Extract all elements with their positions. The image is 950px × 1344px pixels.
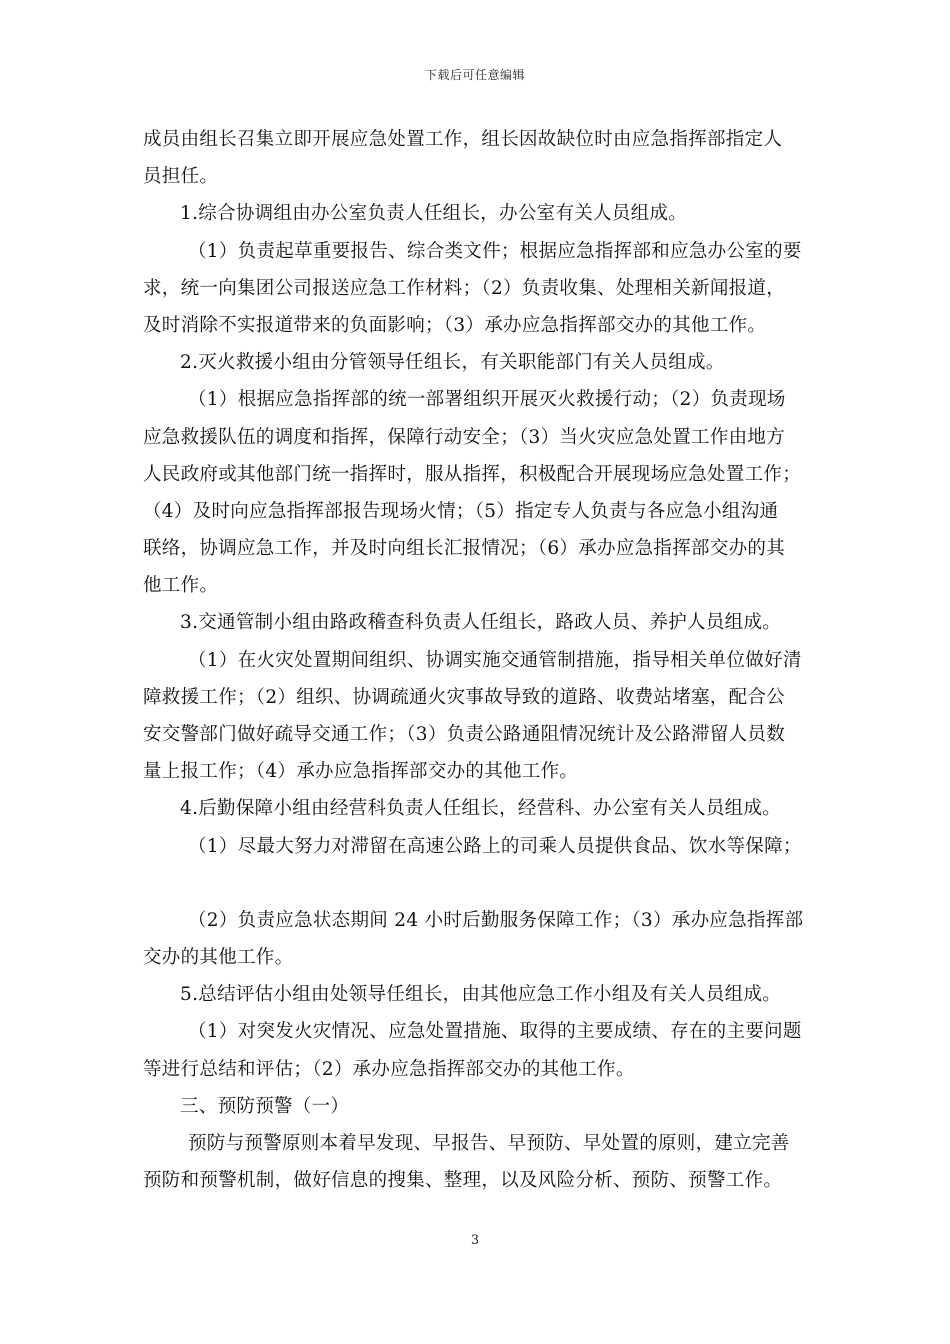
text-line: 量上报工作；（4）承办应急指挥部交办的其他工作。: [143, 761, 579, 783]
text-line: 员担任。: [143, 166, 219, 188]
section-heading: 2.灭火救援小组由分管领导任组长，有关职能部门有关人员组成。: [180, 352, 725, 374]
text-line: 安交警部门做好疏导交通工作；（3）负责公路通阻情况统计及公路滞留人员数: [143, 724, 786, 745]
text-line: （1）尽最大努力对滞留在高速公路上的司乘人员提供食品、饮水等保障；: [188, 835, 802, 857]
text-line: 他工作。: [143, 575, 219, 597]
section-heading: 1.综合协调组由办公室负责人任组长，办公室有关人员组成。: [180, 203, 688, 225]
text-line: 求，统一向集团公司报送应急工作材料；（2）负责收集、处理相关新闻报道，: [143, 277, 786, 299]
section-heading: 3.交通管制小组由路政稽查科负责人任组长，路政人员、养护人员组成。: [180, 612, 782, 634]
text-line: 人民政府或其他部门统一指挥时，服从指挥，积极配合开展现场应急处置工作；: [143, 463, 802, 485]
text-line: 成员由组长召集立即开展应急处置工作，组长因故缺位时由应急指挥部指定人: [143, 129, 783, 150]
text-line: （1）根据应急指挥部的统一部署组织开展灭火救援行动；（2）负责现场: [188, 389, 786, 411]
text-line: （2）负责应急状态期间 24 小时后勤服务保障工作；（3）承办应急指挥部: [188, 909, 804, 931]
text-line: 联络，协调应急工作，并及时向组长汇报情况；（6）承办应急指挥部交办的其: [143, 538, 786, 560]
section-heading: 5.总结评估小组由处领导任组长，由其他应急工作小组及有关人员组成。: [180, 984, 782, 1006]
text-line: 交办的其他工作。: [143, 946, 294, 968]
blank-space: [143, 865, 810, 902]
text-line: 预防和预警机制，做好信息的搜集、整理，以及风险分析、预防、预警工作。: [143, 1170, 783, 1192]
chapter-heading: 三、预防预警（一）: [180, 1095, 350, 1117]
text-line: 等进行总结和评估；（2）承办应急指挥部交办的其他工作。: [143, 1058, 635, 1080]
text-line: 障救援工作；（2）组织、协调疏通火灾事故导致的道路、收费站堵塞，配合公: [143, 686, 786, 708]
page-number: 3: [470, 1233, 480, 1248]
text-line: （4）及时向应急指挥部报告现场火情；（5）指定专人负责与各应急小组沟通: [143, 500, 779, 522]
text-line: （1）在火灾处置期间组织、协调实施交通管制措施，指导相关单位做好清: [188, 649, 802, 671]
text-line: （1）负责起草重要报告、综合类文件；根据应急指挥部和应急办公室的要: [188, 240, 802, 262]
document-body: [143, 121, 810, 1199]
section-heading: 4.后勤保障小组由经营科负责人任组长，经营科、办公室有关人员组成。: [180, 798, 782, 820]
text-line: （1）对突发火灾情况、应急处置措施、取得的主要成绩、存在的主要问题: [188, 1021, 802, 1043]
text-line: 及时消除不实报道带来的负面影响；（3）承办应急指挥部交办的其他工作。: [143, 314, 767, 336]
text-line: 应急救援队伍的调度和指挥，保障行动安全；（3）当火灾应急处置工作由地方: [143, 426, 786, 448]
page-header: 下载后可任意编辑: [424, 68, 525, 82]
text-line: 预防与预警原则本着早发现、早报告、早预防、早处置的原则，建立完善: [188, 1132, 790, 1154]
